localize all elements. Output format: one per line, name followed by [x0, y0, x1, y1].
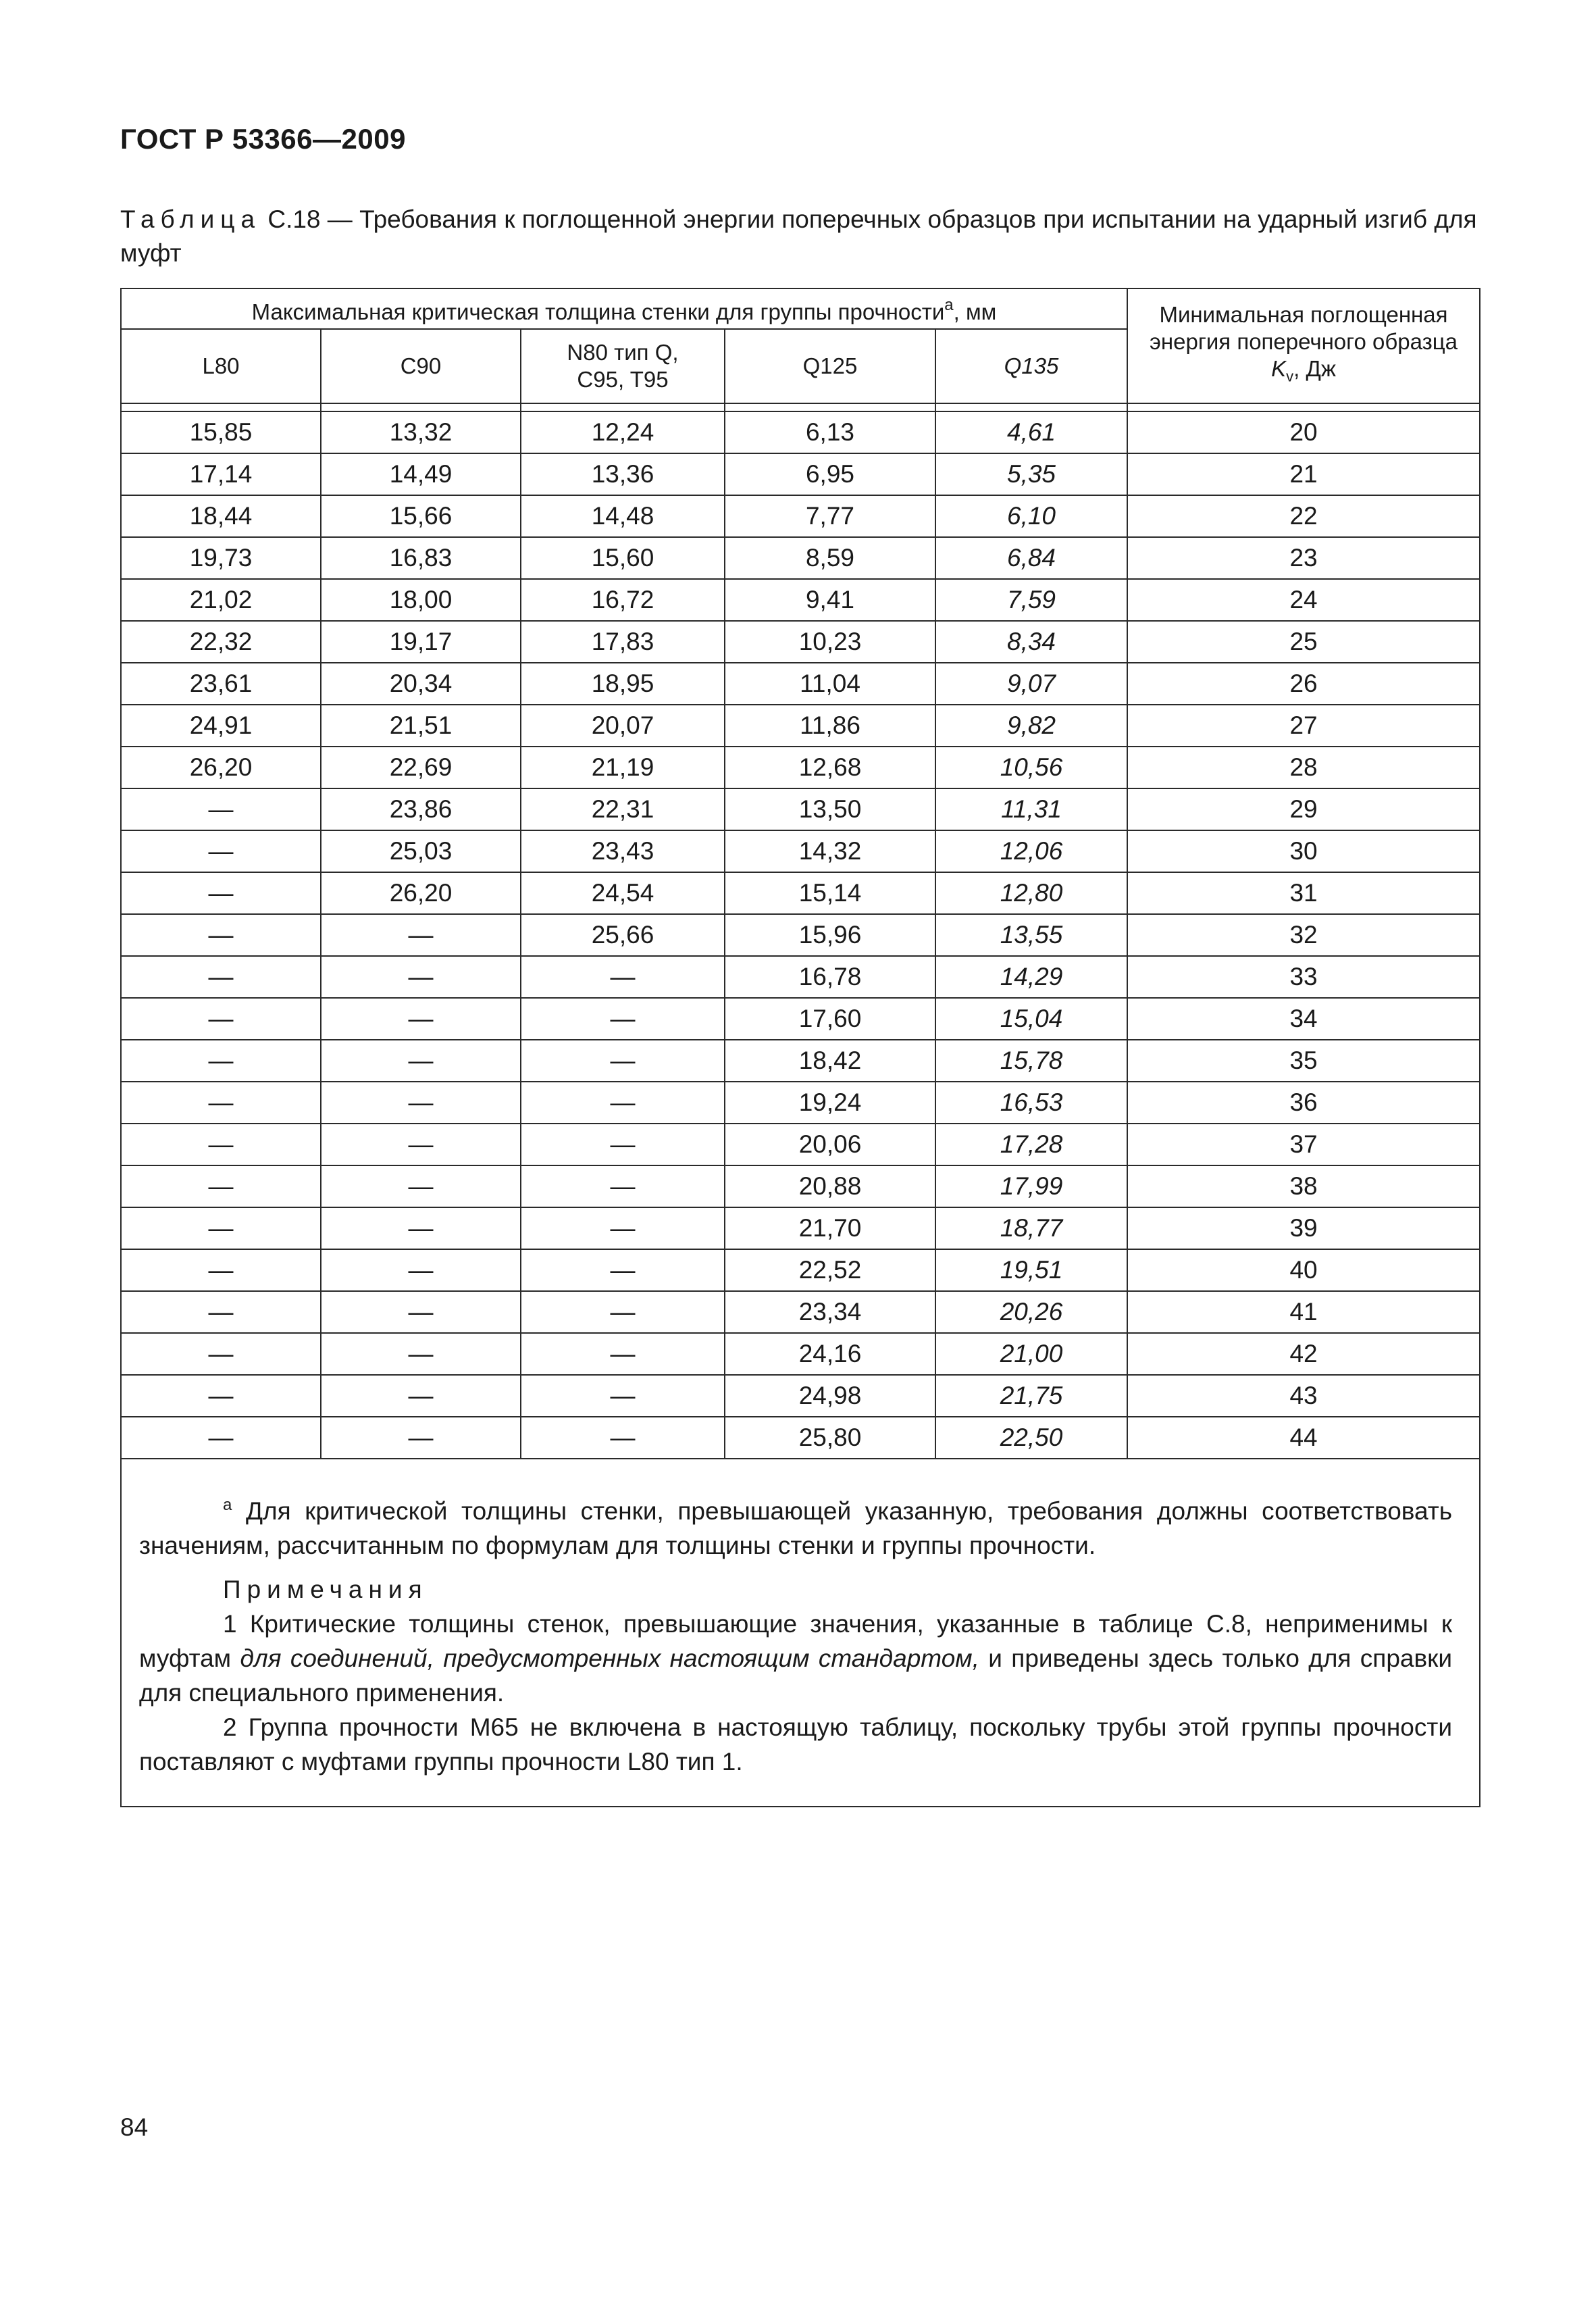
table-cell: 25,03	[321, 830, 521, 872]
table-cell: 19,73	[121, 537, 321, 579]
table-cell: 23,61	[121, 663, 321, 705]
table-cell: —	[121, 956, 321, 998]
table-cell: 12,80	[935, 872, 1127, 914]
table-cell: 27	[1127, 705, 1480, 747]
table-cell: —	[321, 1040, 521, 1082]
table-cell: 42	[1127, 1333, 1480, 1375]
table-cell: 22,52	[725, 1249, 935, 1291]
table-cell: 9,07	[935, 663, 1127, 705]
col-header-q135: Q135	[935, 329, 1127, 403]
table-cell: —	[521, 1165, 725, 1207]
table-row	[121, 830, 1480, 872]
table-cell: 12,24	[521, 411, 725, 453]
table-cell: 21	[1127, 453, 1480, 495]
table-cell: —	[121, 914, 321, 956]
table-cell: —	[321, 1207, 521, 1249]
table-cell: —	[521, 1333, 725, 1375]
table-cell: 14,49	[321, 453, 521, 495]
table-cell: 18,00	[321, 579, 521, 621]
table-cell: 18,95	[521, 663, 725, 705]
table-cell: 8,59	[725, 537, 935, 579]
table-cell: 14,32	[725, 830, 935, 872]
table-cell: —	[321, 1291, 521, 1333]
col-header-n80: N80 тип Q, C95, T95	[521, 329, 725, 403]
table-cell: —	[521, 1249, 725, 1291]
table-cell: 20	[1127, 411, 1480, 453]
table-cell: 20,34	[321, 663, 521, 705]
table-cell: —	[121, 1040, 321, 1082]
table-cell: —	[521, 1040, 725, 1082]
table-cell: 21,19	[521, 747, 725, 788]
group-header: Максимальная критическая толщина стенки для группы прочности$^а$, мм	[121, 288, 1127, 329]
note-2: 2 Группа прочности М65 не включена в настоящую таблицу, поскольку трубы этой группы прочности поставляют с муфтами группы прочности L80 тип 1.	[139, 1713, 1453, 1776]
table-cell: 26,20	[321, 872, 521, 914]
table-cell: 10,23	[725, 621, 935, 663]
table-cell: 17,60	[725, 998, 935, 1040]
table-row	[121, 1333, 1480, 1375]
table-cell: 18,44	[121, 495, 321, 537]
col-header-c90: C90	[321, 329, 521, 403]
table-cell: 18,77	[935, 1207, 1127, 1249]
table-cell: —	[121, 1207, 321, 1249]
table-cell: 21,70	[725, 1207, 935, 1249]
table-cell: 22,31	[521, 788, 725, 830]
table-cell: —	[321, 1333, 521, 1375]
table-cell: —	[521, 956, 725, 998]
table-row	[121, 1124, 1480, 1165]
table-cell: 9,41	[725, 579, 935, 621]
table-cell: 37	[1127, 1124, 1480, 1165]
table-cell: 20,88	[725, 1165, 935, 1207]
table-cell: —	[321, 956, 521, 998]
table-cell: 20,26	[935, 1291, 1127, 1333]
table-cell: 19,51	[935, 1249, 1127, 1291]
table-cell: 24,16	[725, 1333, 935, 1375]
table-cell: —	[121, 872, 321, 914]
table-row	[121, 705, 1480, 747]
table-row	[121, 621, 1480, 663]
table-cell: 25,66	[521, 914, 725, 956]
table-cell: 21,00	[935, 1333, 1127, 1375]
table-cell: —	[321, 1375, 521, 1417]
table-cell: 24	[1127, 579, 1480, 621]
table-cell: 15,14	[725, 872, 935, 914]
table-cell: 15,78	[935, 1040, 1127, 1082]
table-cell: 39	[1127, 1207, 1480, 1249]
table-cell: 16,78	[725, 956, 935, 998]
energy-header: Минимальная поглощенная энергия поперечного образца $K_v$, Дж	[1127, 288, 1480, 403]
table-cell: —	[121, 1082, 321, 1124]
table-cell: —	[121, 1249, 321, 1291]
table-cell: 16,83	[321, 537, 521, 579]
table-cell: 12,68	[725, 747, 935, 788]
table-cell: 7,77	[725, 495, 935, 537]
table-row	[121, 788, 1480, 830]
table-cell: —	[321, 914, 521, 956]
note-1: 1 Критические толщины стенок, превышающие значения, указанные в таблице С.8, неприменимы к муфтам для соединений, предусмотренных настоящим стандартом, и приведены здесь только для справки для специального применения.	[139, 1610, 1453, 1707]
table-cell: 29	[1127, 788, 1480, 830]
table-cell: —	[121, 830, 321, 872]
energy-requirements-table	[120, 288, 1481, 1807]
table-row	[121, 914, 1480, 956]
table-cell: 23,43	[521, 830, 725, 872]
table-cell: 22,50	[935, 1417, 1127, 1459]
table-cell: 24,91	[121, 705, 321, 747]
table-cell: 15,85	[121, 411, 321, 453]
table-row	[121, 411, 1480, 453]
table-row	[121, 1375, 1480, 1417]
table-cell: 23,34	[725, 1291, 935, 1333]
table-cell: —	[121, 788, 321, 830]
table-row	[121, 747, 1480, 788]
table-row	[121, 1040, 1480, 1082]
table-cell: —	[521, 1082, 725, 1124]
table-cell: 33	[1127, 956, 1480, 998]
col-header-l80: L80	[121, 329, 321, 403]
table-cell: —	[521, 1207, 725, 1249]
table-cell: —	[521, 1291, 725, 1333]
footnote-marker: а	[944, 296, 954, 314]
table-cell: 19,17	[321, 621, 521, 663]
header-separator-row	[121, 403, 1480, 411]
table-cell: 36	[1127, 1082, 1480, 1124]
table-cell: 11,86	[725, 705, 935, 747]
table-caption	[120, 203, 1479, 270]
table-cell: 26,20	[121, 747, 321, 788]
table-cell: 25	[1127, 621, 1480, 663]
table-cell: —	[121, 1124, 321, 1165]
table-cell: 15,96	[725, 914, 935, 956]
table-cell: 24,98	[725, 1375, 935, 1417]
table-cell: 34	[1127, 998, 1480, 1040]
table-cell: 6,13	[725, 411, 935, 453]
table-cell: 17,83	[521, 621, 725, 663]
notes-cell	[121, 1459, 1480, 1807]
table-cell: —	[321, 998, 521, 1040]
table-cell: 21,75	[935, 1375, 1127, 1417]
table-cell: —	[121, 1333, 321, 1375]
table-cell: 26	[1127, 663, 1480, 705]
table-cell: 8,34	[935, 621, 1127, 663]
table-cell: 23,86	[321, 788, 521, 830]
table-cell: —	[121, 1375, 321, 1417]
table-cell: 14,29	[935, 956, 1127, 998]
table-cell: 13,55	[935, 914, 1127, 956]
table-row	[121, 1207, 1480, 1249]
table-cell: 15,04	[935, 998, 1127, 1040]
table-cell: —	[521, 998, 725, 1040]
table-cell: 17,28	[935, 1124, 1127, 1165]
table-cell: 35	[1127, 1040, 1480, 1082]
table-cell: 28	[1127, 747, 1480, 788]
table-cell: 22,69	[321, 747, 521, 788]
table-cell: 24,54	[521, 872, 725, 914]
table-cell: —	[321, 1124, 521, 1165]
table-cell: 31	[1127, 872, 1480, 914]
table-cell: 4,61	[935, 411, 1127, 453]
table-cell: 41	[1127, 1291, 1480, 1333]
table-cell: 6,10	[935, 495, 1127, 537]
table-cell: 44	[1127, 1417, 1480, 1459]
caption-text: С.18 — Требования к поглощенной энергии поперечных образцов при испытании на ударный изгиб для муфт	[120, 205, 1477, 267]
table-cell: 16,72	[521, 579, 725, 621]
table-cell: 12,06	[935, 830, 1127, 872]
document-header: ГОСТ Р 53366—2009	[120, 123, 406, 155]
table-cell: —	[121, 1291, 321, 1333]
table-cell: 20,06	[725, 1124, 935, 1165]
table-cell: —	[121, 998, 321, 1040]
table-row	[121, 495, 1480, 537]
table-cell: 22	[1127, 495, 1480, 537]
table-cell: 13,36	[521, 453, 725, 495]
table-cell: 13,32	[321, 411, 521, 453]
table-cell: 10,56	[935, 747, 1127, 788]
table-cell: 22,32	[121, 621, 321, 663]
table-cell: 18,42	[725, 1040, 935, 1082]
table-row	[121, 453, 1480, 495]
table-row	[121, 1417, 1480, 1459]
table-row	[121, 537, 1480, 579]
table-cell: —	[321, 1249, 521, 1291]
table-row	[121, 956, 1480, 998]
table-cell: 5,35	[935, 453, 1127, 495]
table-cell: 7,59	[935, 579, 1127, 621]
table-cell: 21,02	[121, 579, 321, 621]
table-cell: 6,84	[935, 537, 1127, 579]
table-row	[121, 1082, 1480, 1124]
table-cell: 11,31	[935, 788, 1127, 830]
table-cell: 16,53	[935, 1082, 1127, 1124]
table-cell: —	[521, 1417, 725, 1459]
col-header-q125: Q125	[725, 329, 935, 403]
table-row	[121, 1249, 1480, 1291]
table-cell: 15,66	[321, 495, 521, 537]
table-cell: 38	[1127, 1165, 1480, 1207]
table-cell: 6,95	[725, 453, 935, 495]
table-cell: —	[121, 1165, 321, 1207]
table-cell: —	[121, 1417, 321, 1459]
notes-title: Примечания	[223, 1576, 428, 1603]
table-row	[121, 663, 1480, 705]
table-cell: —	[321, 1165, 521, 1207]
table-row	[121, 872, 1480, 914]
table-cell: 19,24	[725, 1082, 935, 1124]
table-cell: 17,99	[935, 1165, 1127, 1207]
table-cell: 20,07	[521, 705, 725, 747]
table-cell: 15,60	[521, 537, 725, 579]
footnote-a: $^а$ Для критической толщины стенки, превышающей указанную, требования должны соответствовать значениям, рассчитанным по формулам для толщины стенки и группы прочности.	[139, 1496, 1453, 1559]
table-cell: —	[321, 1417, 521, 1459]
table-cell: 17,14	[121, 453, 321, 495]
table-cell: 11,04	[725, 663, 935, 705]
table-cell: 21,51	[321, 705, 521, 747]
table-cell: —	[321, 1082, 521, 1124]
table-cell: 40	[1127, 1249, 1480, 1291]
table-cell: 32	[1127, 914, 1480, 956]
table-row	[121, 1165, 1480, 1207]
table-cell: 43	[1127, 1375, 1480, 1417]
table-cell: 14,48	[521, 495, 725, 537]
caption-label: Таблица	[120, 205, 261, 233]
table-row	[121, 579, 1480, 621]
table-cell: 25,80	[725, 1417, 935, 1459]
table-cell: 30	[1127, 830, 1480, 872]
table-row	[121, 998, 1480, 1040]
page-number: 84	[120, 2113, 149, 2141]
table-cell: 13,50	[725, 788, 935, 830]
table-row	[121, 1291, 1480, 1333]
table-cell: 9,82	[935, 705, 1127, 747]
table-cell: —	[521, 1375, 725, 1417]
table-cell: —	[521, 1124, 725, 1165]
table-cell: 23	[1127, 537, 1480, 579]
